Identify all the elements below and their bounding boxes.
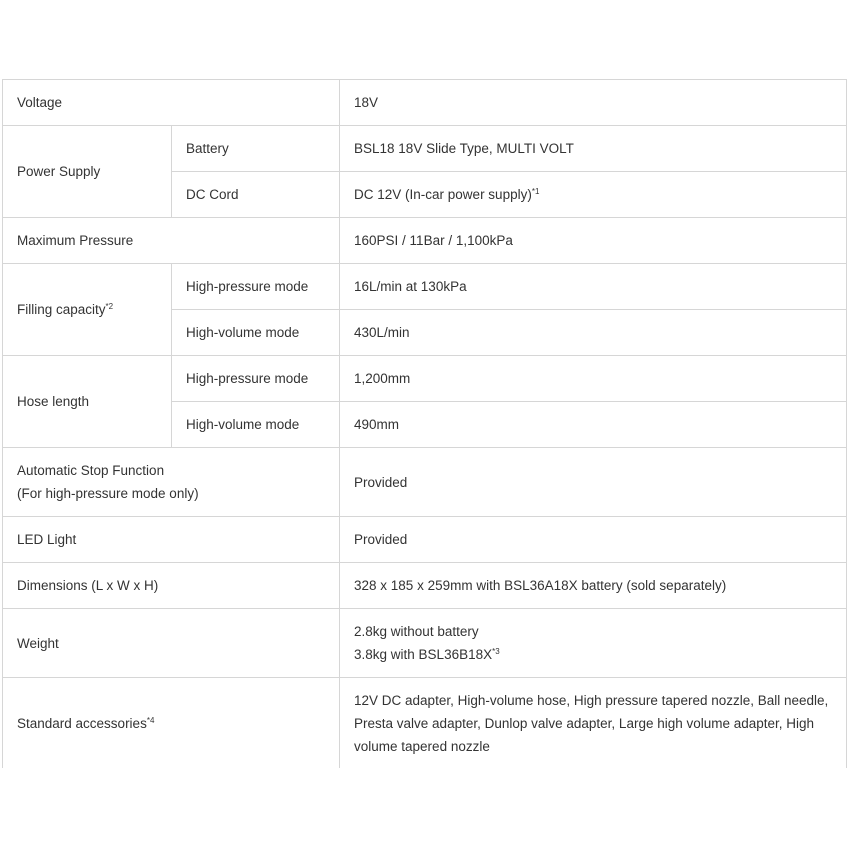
row-label-weight: Weight	[3, 609, 340, 678]
row-label-dimensions: Dimensions (L x W x H)	[3, 563, 340, 609]
sub-label-high-pressure: High-pressure mode	[172, 264, 340, 310]
row-value-battery: BSL18 18V Slide Type, MULTI VOLT	[340, 126, 847, 172]
table-row	[3, 678, 847, 769]
sub-label-high-volume: High-volume mode	[172, 402, 340, 448]
row-value-auto-stop: Provided	[340, 448, 847, 517]
sub-label-high-pressure: High-pressure mode	[172, 356, 340, 402]
row-value-filling-high-pressure: 16L/min at 130kPa	[340, 264, 847, 310]
row-value-weight: 2.8kg without battery 3.8kg with $BSL36B18X^{*3}$	[340, 609, 847, 678]
table-row	[3, 563, 847, 609]
row-label-max-pressure: Maximum Pressure	[3, 218, 340, 264]
row-label-filling-capacity: Filling capacity$^{*2}$	[3, 264, 172, 356]
row-label-auto-stop: Automatic Stop Function (For high-pressure mode only)	[3, 448, 340, 517]
table-row	[3, 218, 847, 264]
row-value-led-light: Provided	[340, 517, 847, 563]
footnote-marker: *2	[105, 302, 114, 311]
footnote-marker: *3	[492, 647, 500, 656]
row-value-accessories: 12V DC adapter, High-volume hose, High pressure tapered nozzle, Ball needle, Presta valve adapter, Dunlop valve adapter, Large high volume adapter, High volume tapered nozzle	[340, 678, 847, 769]
sub-label-dc-cord: DC Cord	[172, 172, 340, 218]
table-row	[3, 356, 847, 402]
row-label-power-supply: Power Supply	[3, 126, 172, 218]
row-label-accessories: Standard accessories$^{*4}$	[3, 678, 340, 769]
row-value-dimensions: 328 x 185 x 259mm with BSL36A18X battery (sold separately)	[340, 563, 847, 609]
footnote-marker: *1	[531, 187, 540, 196]
spec-table	[2, 79, 847, 768]
footnote-marker: *4	[146, 715, 155, 725]
table-row	[3, 609, 847, 678]
sub-label-high-volume: High-volume mode	[172, 310, 340, 356]
row-value-filling-high-volume: 430L/min	[340, 310, 847, 356]
table-row	[3, 517, 847, 563]
row-label-led-light: LED Light	[3, 517, 340, 563]
row-value-max-pressure: 160PSI / 11Bar / 1,100kPa	[340, 218, 847, 264]
sub-label-battery: Battery	[172, 126, 340, 172]
row-label-voltage: Voltage	[3, 80, 340, 126]
table-row	[3, 448, 847, 517]
row-value-voltage: 18V	[340, 80, 847, 126]
table-row	[3, 264, 847, 310]
row-value-hose-high-volume: 490mm	[340, 402, 847, 448]
table-row	[3, 126, 847, 172]
row-label-hose-length: Hose length	[3, 356, 172, 448]
row-value-dc-cord: DC 12V (In-car power supply)$^{*1}$	[340, 172, 847, 218]
row-value-hose-high-pressure: 1,200mm	[340, 356, 847, 402]
table-row	[3, 80, 847, 126]
